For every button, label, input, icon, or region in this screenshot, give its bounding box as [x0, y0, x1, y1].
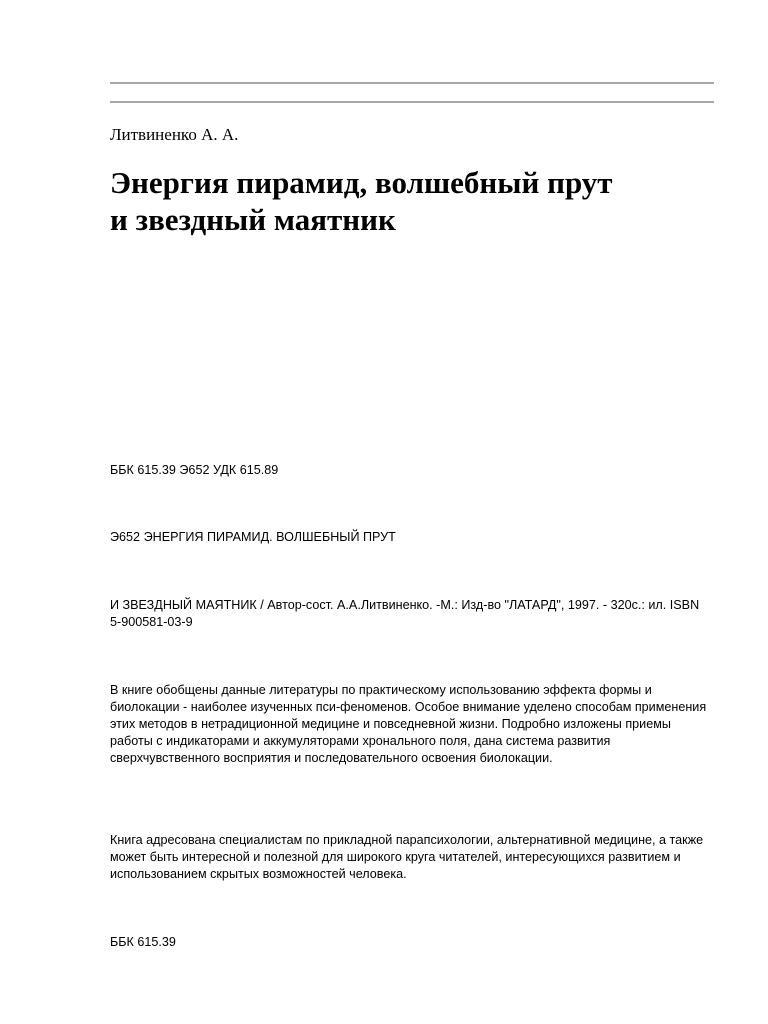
footer-classification: ББК 615.39	[110, 935, 176, 949]
bibliographic-entry: И ЗВЕЗДНЫЙ МАЯТНИК / Автор-сост. А.А.Литвиненко. -М.: Изд-во "ЛАТАРД", 1997. - 320с.: ил. ISBN 5-900581-03-9	[110, 598, 700, 629]
title-line-1: Энергия пирамид, волшебный прут	[110, 165, 613, 200]
catalog-heading: Э652 ЭНЕРГИЯ ПИРАМИД. ВОЛШЕБНЫЙ ПРУТ	[110, 530, 396, 544]
second-divider	[110, 101, 714, 103]
classification-codes: ББК 615.39 Э652 УДК 615.89	[110, 463, 279, 477]
audience-paragraph: Книга адресована специалистам по прикладной парапсихологии, альтернативной медицине, а также может быть интересной и полезной для широкого круга читателей, интересующихся развитием и использованием скрытых возможностей человека.	[110, 833, 704, 881]
annotation-paragraph: В книге обобщены данные литературы по практическому использованию эффекта формы и биолокации - наиболее изученных пси-феноменов. Особое внимание уделено способам применения этих методов в нетрадиционной медицине и повседневной жизни. Подробно изложены приемы работы с индикаторами и аккумуляторами хронального поля, дана система развития сверхчувственного восприятия и последовательного освоения биолокации.	[110, 683, 707, 765]
author-name: Литвиненко А. А.	[110, 125, 239, 144]
book-title	[110, 164, 720, 238]
top-divider	[110, 82, 714, 84]
title-line-2: и звездный маятник	[110, 202, 396, 237]
